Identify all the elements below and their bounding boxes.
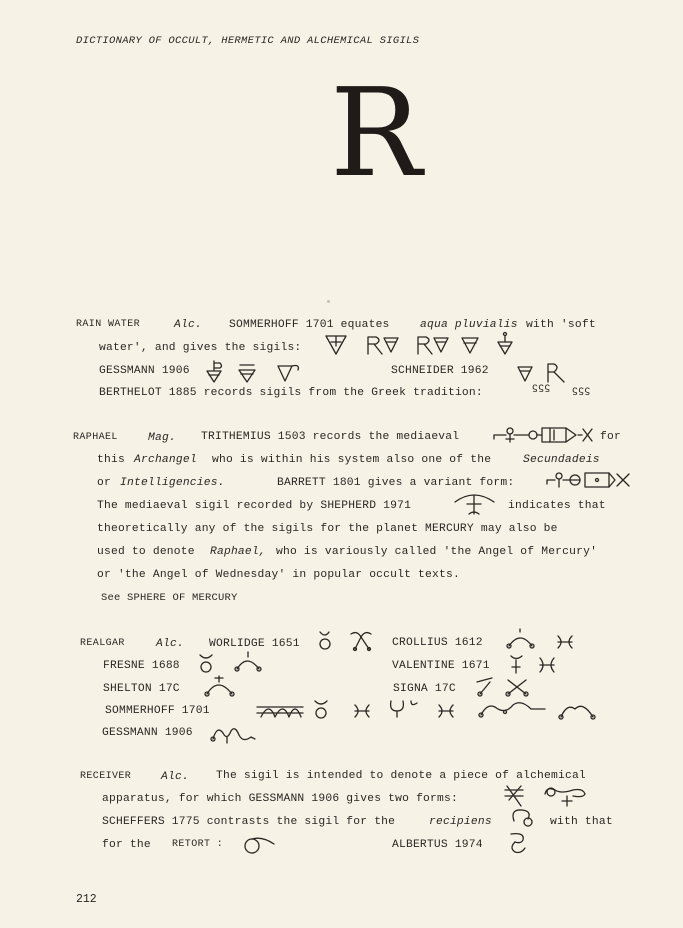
- entry-text: who is within his system also one of the: [212, 454, 492, 466]
- entry-text: with that: [550, 816, 613, 828]
- source-citation: WORLIDGE 1651: [209, 638, 300, 650]
- realgar-sigils-fresne: [197, 651, 267, 675]
- entry-term: RAPHAEL: [73, 432, 118, 443]
- entry-text: for: [600, 431, 621, 443]
- realgar-sigils-valentine: [508, 651, 558, 675]
- entry-text: water', and gives the sigils:: [99, 342, 302, 354]
- entry-text: TRITHEMIUS 1503 records the mediaeval: [201, 431, 460, 443]
- entry-text: The mediaeval sigil recorded by SHEPHERD 1971: [97, 500, 412, 512]
- source-citation: ALBERTUS 1974: [392, 839, 483, 851]
- entry-text: used to denote: [97, 546, 195, 558]
- entry-text: with 'soft: [526, 319, 596, 331]
- greek-sigil: ϛϛϛ: [532, 383, 551, 394]
- source-citation: SOMMERHOFF 1701: [105, 705, 210, 717]
- running-header: DICTIONARY OF OCCULT, HERMETIC AND ALCHEMICAL SIGILS: [76, 35, 420, 47]
- realgar-sigils-sommerhoff: [255, 697, 600, 723]
- entry-text: BERTHELOT 1885 records sigils from the Greek tradition:: [99, 387, 483, 399]
- greek-sigil: ϛϛϛ: [572, 386, 591, 397]
- entry-text-italic: recipiens: [429, 816, 492, 828]
- entry-text: or 'the Angel of Wednesday' in popular occult texts.: [97, 569, 460, 581]
- source-citation: SHELTON 17C: [103, 683, 180, 695]
- raphael-sigil-trithemius: [492, 421, 594, 445]
- entry-text: indicates that: [508, 500, 606, 512]
- entry-term: RECEIVER: [80, 771, 132, 782]
- entry-term: REALGAR: [80, 638, 125, 649]
- source-citation: CROLLIUS 1612: [392, 637, 483, 649]
- paper-speck: [327, 300, 330, 303]
- source-citation: FRESNE 1688: [103, 660, 180, 672]
- realgar-sigils-shelton: [204, 674, 238, 698]
- entry-text: who is variously called 'the Angel of Mercury': [276, 546, 598, 558]
- entry-category: Mag.: [148, 432, 176, 444]
- cross-reference: See SPHERE OF MERCURY: [101, 592, 238, 604]
- entry-text: The sigil is intended to denote a piece of alchemical: [216, 770, 586, 782]
- source-citation: VALENTINE 1671: [392, 660, 490, 672]
- realgar-sigils-worlidge: [317, 628, 375, 652]
- page-number: 212: [76, 893, 97, 906]
- entry-text: SCHNEIDER 1962: [391, 365, 489, 377]
- section-letter: R: [330, 62, 422, 204]
- realgar-sigils-crollius: [506, 628, 576, 652]
- entry-term: RAIN WATER: [76, 319, 141, 330]
- entry-text-italic: Raphael,: [210, 546, 266, 558]
- receiver-sigil-albertus: [505, 830, 531, 856]
- entry-category: Alc.: [161, 771, 189, 783]
- entry-category: Alc.: [156, 638, 184, 650]
- entry-text: SOMMERHOFF 1701 equates: [229, 319, 390, 331]
- realgar-sigils-gessmann: [209, 721, 259, 747]
- realgar-sigils-signa: [474, 674, 534, 698]
- source-citation: GESSMANN 1906: [102, 727, 193, 739]
- entry-text: BARRETT 1801 gives a variant form:: [277, 477, 515, 489]
- entry-text: theoretically any of the sigils for the planet MERCURY may also be: [97, 523, 558, 535]
- retort-sigil: [240, 832, 280, 854]
- recipiens-sigil: [508, 807, 538, 829]
- entry-text: for the: [102, 839, 151, 851]
- entry-text-italic: Intelligencies.: [120, 477, 225, 489]
- entry-text: this: [97, 454, 125, 466]
- rain-water-sigils-sommerhoff: [322, 332, 512, 360]
- entry-text: SCHEFFERS 1775 contrasts the sigil for the: [102, 816, 396, 828]
- entry-text-italic: Secundadeis: [523, 454, 600, 466]
- raphael-sigil-barrett: [545, 466, 633, 490]
- entry-text: GESSMANN 1906: [99, 365, 190, 377]
- raphael-sigil-shepherd: [452, 490, 498, 516]
- entry-text: or: [97, 477, 111, 489]
- cross-reference: RETORT :: [172, 839, 224, 850]
- entry-category: Alc.: [174, 319, 202, 331]
- source-citation: SIGNA 17C: [393, 683, 456, 695]
- entry-text-italic: aqua pluvialis: [420, 319, 518, 331]
- entry-text: apparatus, for which GESSMANN 1906 gives two forms:: [102, 793, 458, 805]
- rain-water-sigils-gessmann: [204, 360, 300, 386]
- entry-text-italic: Archangel: [134, 454, 197, 466]
